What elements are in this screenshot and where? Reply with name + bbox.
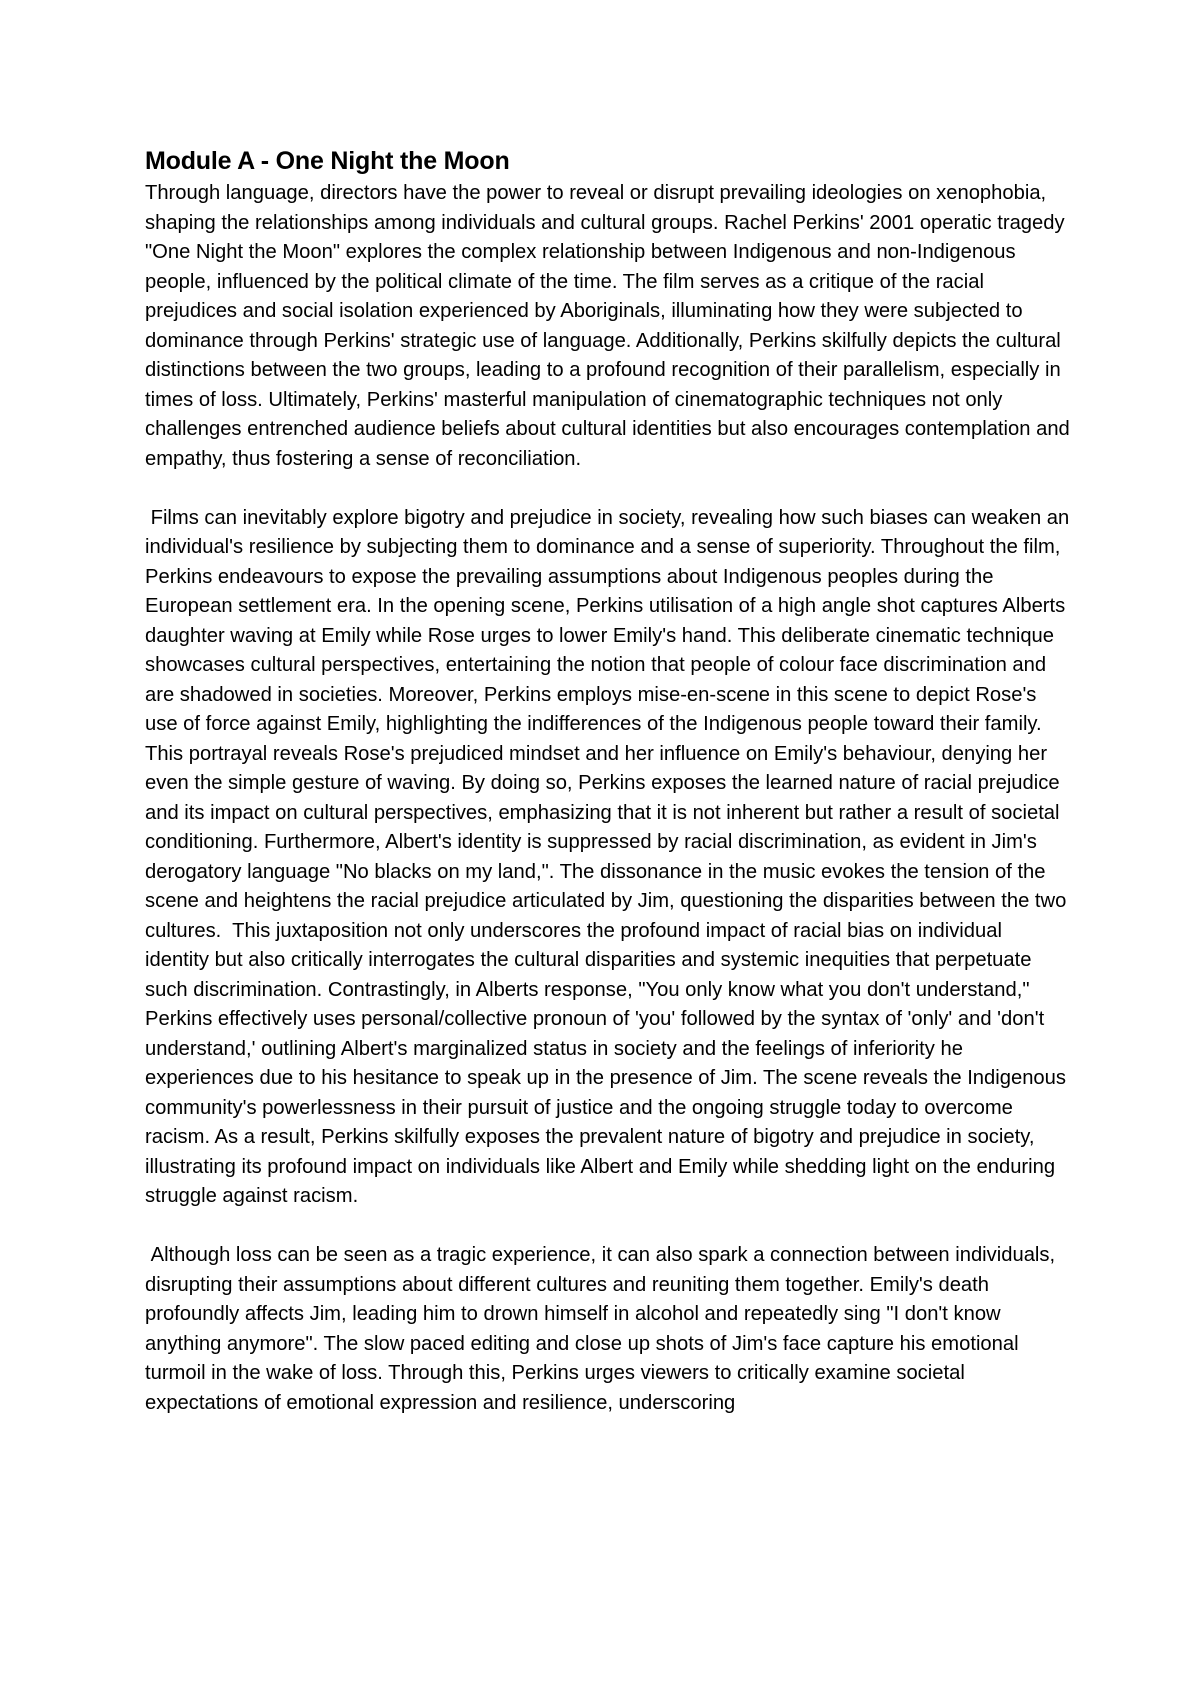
paragraph-spacer [145, 1212, 1070, 1242]
paragraph-spacer [145, 474, 1070, 504]
document-body [145, 143, 1076, 1418]
document-title: Module A - One Night the Moon [145, 147, 510, 175]
paragraph-bigotry-prejudice: Films can inevitably explore bigotry and prejudice in society, revealing how such biases can weaken an individual's resilience by subjecting them to dominance and a sense of superiority. Throughout the film, Perkins endeavours to expose the prevailing assumptions about Indigenous peoples during the European settlement era. In the opening scene, Perkins utilisation of a high angle shot captures Alberts daughter waving at Emily while Rose urges to lower Emily's hand. This deliberate cinematic technique showcases cultural perspectives, entertaining the notion that people of colour face discrimination and are shadowed in societies. Moreover, Perkins employs mise-en-scene in this scene to depict Rose's use of force against Emily, highlighting the indifferences of the Indigenous people toward their family. This portrayal reveals Rose's prejudiced mindset and her influence on Emily's behaviour, denying her even the simple gesture of waving. By doing so, Perkins exposes the learned nature of racial prejudice and its impact on cultural perspectives, emphasizing that it is not inherent but rather a result of societal conditioning. Furthermore, Albert's identity is suppressed by racial discrimination, as evident in Jim's derogatory language "No blacks on my land,". The dissonance in the music evokes the tension of the scene and heightens the racial prejudice articulated by Jim, questioning the disparities between the two cultures. This juxtaposition not only underscores the profound impact of racial bias on individual identity but also critically interrogates the cultural disparities and systemic inequities that perpetuate such discrimination. Contrastingly, in Alberts response, "You only know what you don't understand," Perkins effectively uses personal/collective pronoun of 'you' followed by the syntax of 'only' and 'don't understand,' outlining Albert's marginalized status in society and the feelings of inferiority he experiences due to his hesitance to speak up in the presence of Jim. The scene reveals the Indigenous community's powerlessness in their pursuit of justice and the ongoing struggle today to overcome racism. As a result, Perkins skilfully exposes the prevalent nature of bigotry and prejudice in society, illustrating its profound impact on individuals like Albert and Emily while shedding light on the enduring struggle against racism. [145, 506, 1075, 1207]
paragraph-loss-connection: Although loss can be seen as a tragic experience, it can also spark a connection between individuals, disrupting their assumptions about different cultures and reuniting them together. Emily's death profoundly affects Jim, leading him to drown himself in alcohol and repeatedly sing "I don't know anything anymore". The slow paced editing and close up shots of Jim's face capture his emotional turmoil in the wake of loss. Through this, Perkins urges viewers to critically examine societal expectations of emotional expression and resilience, underscoring [145, 1244, 1061, 1414]
paragraph-introduction: Through language, directors have the power to reveal or disrupt prevailing ideologies on xenophobia, shaping the relationships among individuals and cultural groups. Rachel Perkins' 2001 operatic tragedy "One Night the Moon" explores the complex relationship between Indigenous and non-Indigenous people, influenced by the political climate of the time. The film serves as a critique of the racial prejudices and social isolation experienced by Aboriginals, illuminating how they were subjected to dominance through Perkins' strategic use of language. Additionally, Perkins skilfully depicts the cultural distinctions between the two groups, leading to a profound recognition of their parallelism, especially in times of loss. Ultimately, Perkins' masterful manipulation of cinematographic techniques not only challenges entrenched audience beliefs about cultural identities but also encourages contemplation and empathy, thus fostering a sense of reconciliation. [145, 182, 1076, 470]
